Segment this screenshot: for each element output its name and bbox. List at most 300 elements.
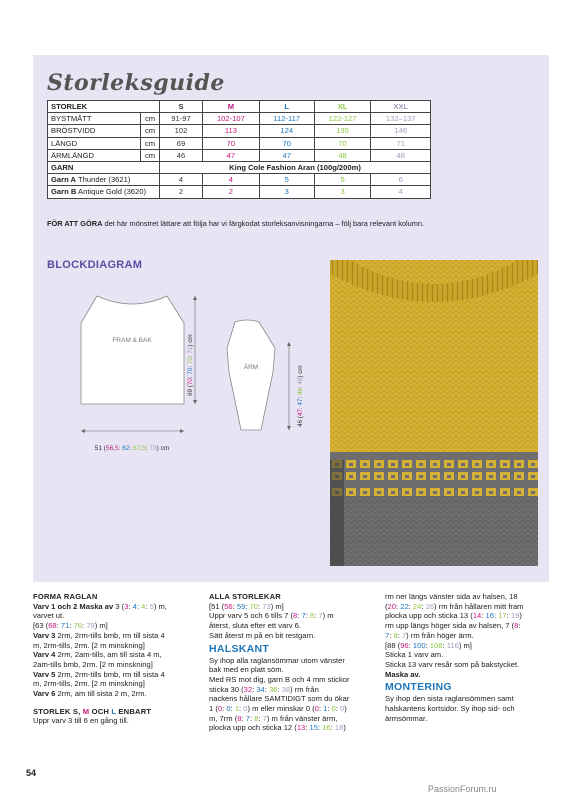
- dim-sep: :: [187, 364, 194, 368]
- text-line: [209, 656, 381, 666]
- size-value-m: 14: [472, 611, 482, 621]
- size-value-xxl: 73: [262, 601, 271, 611]
- dim-xxl: 73: [149, 445, 157, 452]
- text-segment: [51 (: [209, 601, 225, 611]
- text-segment: :: [249, 713, 255, 723]
- dim-sep: :: [187, 374, 194, 379]
- dim-sep: :: [297, 395, 304, 399]
- text-segment: plocka upp och sticka 12 (: [209, 723, 297, 733]
- watermark: PassionForum.ru: [428, 784, 497, 794]
- size-table: [47, 100, 431, 199]
- size-header-row: [48, 101, 431, 113]
- text-segment: 2rm, 2am-tills, am till sista 4 m,: [55, 650, 162, 660]
- text-line: [33, 716, 203, 726]
- text-segment: Uppr varv 3 till 6 en gång till.: [33, 716, 129, 726]
- arrow-left-icon: [81, 429, 85, 433]
- size-value-l: 7: [245, 713, 250, 723]
- note-bold: FÖR ATT GÖRA: [47, 219, 103, 228]
- text-segment: :: [145, 601, 150, 611]
- text-segment: :: [252, 684, 257, 694]
- text-line: [33, 631, 203, 641]
- dim-m: 56,5: [105, 445, 119, 452]
- cell-m: 47: [203, 149, 260, 161]
- size-value-xxl: 79: [86, 621, 95, 631]
- size-value-xl: 108: [429, 640, 443, 650]
- cell-xxl: 6: [371, 174, 431, 186]
- text-segment: :: [506, 611, 511, 621]
- cell-xl: 70: [314, 137, 371, 149]
- cell-m: 102-107: [203, 113, 260, 125]
- text-line: [385, 694, 553, 704]
- size-xxl: XXL: [371, 101, 431, 113]
- size-xl: XL: [314, 101, 371, 113]
- text-segment: ) m]: [270, 601, 284, 611]
- dim-xl: 48: [297, 388, 304, 396]
- text-line: [385, 714, 553, 724]
- size-value-l: 1: [323, 704, 328, 714]
- text-segment: :: [330, 723, 335, 733]
- text-segment: Sy ihop alla raglansömmar utom vänster: [209, 655, 345, 665]
- size-value-xxl: 7: [401, 630, 407, 640]
- text-segment: :: [425, 640, 430, 650]
- body-width-label: [95, 445, 170, 452]
- size-value-xxl: 5: [149, 601, 154, 611]
- page-title: Storleksguide: [47, 70, 225, 96]
- text-segment: :: [305, 723, 310, 733]
- section-heading-halskant: HALSKANT: [209, 642, 270, 655]
- text-segment: ) rm från höger ärm.: [406, 630, 474, 640]
- table-row: [48, 149, 431, 161]
- yarn-header-row: [48, 161, 431, 173]
- text-line: [33, 602, 203, 612]
- text-segment: ) m]: [94, 621, 108, 631]
- text-segment: Varv 3: [33, 630, 56, 640]
- text-line: [385, 641, 553, 651]
- dim-sep: :: [297, 405, 304, 410]
- sweater-body-grey: [330, 496, 538, 566]
- cell-xl: 122-127: [314, 113, 371, 125]
- text-segment: :: [481, 611, 486, 621]
- yarn-header-text: King Cole Fashion Aran (100g/200m): [160, 161, 431, 173]
- table-row: [48, 125, 431, 137]
- text-segment: ärmsömmar.: [385, 713, 428, 723]
- text-segment: plocka upp och sticka 13 (: [385, 611, 473, 621]
- table-row: [48, 174, 431, 186]
- dim-part: ) cm: [156, 445, 170, 452]
- size-value-l: 16: [485, 611, 494, 621]
- text-segment: varvet ut.: [33, 611, 65, 621]
- heading-part: OCH: [89, 706, 112, 716]
- text-segment: :: [264, 684, 269, 694]
- row-label: BRÖSTVIDD: [48, 125, 141, 137]
- text-segment: Med RS mot dig, garn B och 4 mm stickor: [209, 674, 350, 684]
- yarn-header-label: GARN: [48, 161, 160, 173]
- size-value-m: 0: [314, 704, 319, 714]
- body-label: FRAM & BAK: [112, 337, 152, 344]
- text-segment: ): [344, 704, 347, 714]
- size-value-xl: 24: [412, 601, 422, 611]
- size-value-l: 100: [412, 640, 426, 650]
- yoke-pattern-band: [330, 456, 538, 496]
- text-segment: :: [128, 601, 133, 611]
- size-l: L: [259, 101, 314, 113]
- heading-l: L: [111, 706, 117, 716]
- dim-xxl: 48: [297, 377, 304, 385]
- size-value-xl: 70: [249, 601, 259, 611]
- col2-lines: [209, 602, 381, 641]
- text-line: [33, 650, 203, 660]
- text-segment: :: [56, 621, 61, 631]
- col2-lines2: [209, 656, 381, 734]
- text-segment: ) rm från hållaren mitt fram: [434, 601, 524, 611]
- text-segment: rm ner längs vänster sida av halsen, 18: [385, 592, 518, 601]
- size-value-l: 34: [256, 684, 265, 694]
- text-segment: :: [318, 704, 324, 714]
- text-line: [33, 621, 203, 631]
- size-value-l: 0: [226, 704, 231, 714]
- text-line: [385, 670, 553, 680]
- cell-s: 46: [160, 149, 203, 161]
- arrow-up-icon: [287, 342, 291, 346]
- row-unit: cm: [141, 125, 160, 137]
- size-value-m: 13: [296, 723, 306, 733]
- size-value-m: 8: [514, 621, 519, 631]
- text-line: [385, 650, 553, 660]
- size-value-xl: 8: [309, 611, 315, 621]
- col1-lines2: [33, 716, 203, 726]
- text-line: [209, 723, 381, 733]
- size-value-xl: 0: [331, 704, 336, 714]
- text-segment: :: [222, 704, 227, 714]
- text-segment: :: [258, 601, 263, 611]
- size-value-xxl: 18: [334, 723, 344, 733]
- text-segment: :: [421, 601, 426, 611]
- text-segment: 1 (: [209, 704, 218, 714]
- size-value-m: 32: [243, 684, 253, 694]
- dim-sep: :: [187, 353, 194, 358]
- sleeve-label: ÄRM: [243, 364, 259, 371]
- col3-lines: [385, 592, 553, 679]
- text-line: [33, 641, 203, 651]
- size-value-l: 22: [400, 601, 409, 611]
- cell-l: 5: [259, 174, 314, 186]
- col1-lines: [33, 602, 203, 699]
- text-segment: Sätt återst m på en bit restgarn.: [209, 630, 316, 640]
- text-segment: ): [343, 723, 346, 733]
- dim-part: 46 (: [297, 416, 304, 427]
- text-segment: :: [397, 630, 402, 640]
- text-line: [385, 592, 553, 602]
- size-value-xxl: 38: [281, 684, 291, 694]
- size-value-xl: 76: [73, 621, 83, 631]
- cell-m: 70: [203, 137, 260, 149]
- size-value-m: 0: [217, 704, 223, 714]
- yoke-stripe-top: [330, 452, 538, 457]
- table-row: [48, 137, 431, 149]
- text-column-3: [385, 592, 553, 723]
- size-value-l: 15: [309, 723, 318, 733]
- text-segment: ) m: [322, 611, 334, 621]
- schematic-diagram: [47, 280, 317, 460]
- text-segment: :: [245, 601, 250, 611]
- text-segment: Sy ihop den sista raglansömmen samt: [385, 694, 514, 704]
- size-value-l: 7: [301, 611, 306, 621]
- dim-xxl: 71: [187, 346, 194, 354]
- arrow-right-icon: [180, 429, 184, 433]
- text-line: [209, 675, 381, 685]
- text-line: [209, 621, 381, 631]
- size-value-m: 20: [387, 601, 396, 611]
- size-value-xl: 36: [268, 684, 278, 694]
- row-unit: cm: [141, 113, 160, 125]
- dim-xl: 67,5: [133, 445, 146, 452]
- size-s: S: [160, 101, 203, 113]
- dim-l: 47: [297, 398, 304, 406]
- dim-sep: :: [145, 445, 150, 452]
- dim-l: 62: [122, 445, 130, 452]
- size-value-xxl: 0: [340, 704, 345, 714]
- cell-xl: 3: [314, 186, 371, 198]
- yarn-name: Garn B: [51, 187, 77, 197]
- text-segment: halskantens kortsidor. Sy ihop sid- och: [385, 704, 515, 714]
- yarn-name: Garn A: [51, 175, 77, 185]
- text-segment: 2rm, 2rm-tills bmb, rm till sista 4: [55, 669, 165, 679]
- size-value-xxl: 116: [446, 640, 459, 650]
- text-segment: 3 (: [113, 601, 125, 611]
- note-text: det här mönstret lättare att följa har vi färgkodat storleksanvisningarna – följ bara relevant kolumn.: [102, 219, 425, 228]
- text-line: [385, 660, 553, 670]
- sweater-photo: [330, 260, 538, 566]
- text-segment: :: [277, 684, 282, 694]
- text-segment: m, 2rm-tills, 2rm. [2 m minskning]: [33, 640, 145, 650]
- size-value-xl: 16: [322, 723, 331, 733]
- body-length-label: [187, 334, 194, 396]
- size-value-m: 3: [124, 601, 129, 611]
- text-line: [33, 660, 203, 670]
- dim-m: 47: [297, 409, 304, 417]
- size-value-xl: 1: [234, 704, 240, 714]
- text-segment: 2rm, 2rm-tills bmb, rm till sista 4: [55, 630, 165, 640]
- text-line: [209, 704, 381, 714]
- text-line: [209, 602, 381, 612]
- dim-sep: :: [118, 445, 123, 452]
- size-value-l: 4: [132, 601, 137, 611]
- text-segment: :: [136, 601, 142, 611]
- cell-xl: 5: [314, 174, 371, 186]
- text-segment: :: [82, 621, 87, 631]
- size-value-l: 71: [60, 621, 70, 631]
- size-value-l: 7: [385, 630, 390, 640]
- text-segment: ) m]: [458, 640, 472, 650]
- text-segment: :: [241, 713, 246, 723]
- text-segment: :: [518, 621, 521, 631]
- text-segment: (: [385, 601, 388, 611]
- size-m: M: [203, 101, 260, 113]
- cell-xxl: 132–137: [371, 113, 431, 125]
- text-segment: ) m eller minskar 0 (: [247, 704, 315, 714]
- cell-s: 2: [160, 186, 203, 198]
- text-line: [33, 679, 203, 689]
- dim-sep: :: [297, 384, 304, 389]
- cell-xl: 48: [314, 149, 371, 161]
- row-label: ÄRMLÄNGD: [48, 149, 141, 161]
- instruction-note: [47, 219, 427, 229]
- size-value-m: 56: [224, 601, 233, 611]
- text-segment: Varv 6: [33, 689, 56, 699]
- size-value-xxl: 7: [318, 611, 323, 621]
- size-value-xl: 8: [393, 630, 398, 640]
- text-segment: [63 (: [33, 621, 49, 631]
- text-segment: återst, sluta efter ett varv 6.: [209, 621, 302, 631]
- text-line: [209, 611, 381, 621]
- text-segment: sticka 30 (: [209, 684, 244, 694]
- arrow-up-icon: [193, 296, 197, 300]
- size-value-l: 59: [236, 601, 246, 611]
- cell-l: 47: [259, 149, 314, 161]
- text-segment: :: [239, 704, 244, 714]
- text-segment: 2rm, am till sista 2 m, 2rm.: [55, 689, 147, 699]
- text-line: [209, 694, 381, 704]
- text-segment: :: [317, 723, 323, 733]
- text-segment: :: [314, 611, 319, 621]
- table-row: [48, 113, 431, 125]
- row-label: LÄNGD: [48, 137, 141, 149]
- text-column-1: [33, 592, 203, 726]
- size-value-xxl: 0: [243, 704, 248, 714]
- text-segment: :: [395, 601, 401, 611]
- size-value-m: 96: [400, 640, 409, 650]
- dim-part: 69 (: [187, 385, 194, 396]
- text-segment: ) rm från: [290, 684, 319, 694]
- heading-part: ENBART: [116, 706, 152, 716]
- size-value-xl: 8: [254, 713, 259, 723]
- text-line: [385, 631, 553, 641]
- text-segment: ): [519, 611, 522, 621]
- cell-xxl: 48: [371, 149, 431, 161]
- text-segment: ) m,: [153, 601, 167, 611]
- cell-xl: 135: [314, 125, 371, 137]
- arrow-down-icon: [193, 400, 197, 404]
- row-label: BYSTMÅTT: [48, 113, 141, 125]
- cell-xxl: 71: [371, 137, 431, 149]
- cell-l: 70: [259, 137, 314, 149]
- text-segment: Varv 4: [33, 650, 56, 660]
- cell-l: 112-117: [259, 113, 314, 125]
- body-piece: [81, 296, 184, 404]
- table-row: [48, 186, 431, 198]
- cell-s: 91-97: [160, 113, 203, 125]
- text-segment: rm upp längs höger sida av halsen, 7 (: [385, 621, 515, 631]
- text-line: [209, 685, 381, 695]
- yarn-label: [48, 174, 160, 186]
- dim-part: ) cm: [187, 334, 194, 347]
- text-segment: :: [442, 640, 447, 650]
- text-segment: 2am-tills bmb, 2rm. [2 m minskning]: [33, 659, 153, 669]
- size-value-xxl: 26: [425, 601, 435, 611]
- section-heading-sizes: [33, 707, 203, 717]
- size-value-m: 68: [48, 621, 57, 631]
- size-value-m: 8: [292, 611, 298, 621]
- size-header-label: STORLEK: [48, 101, 160, 113]
- text-segment: :: [305, 611, 310, 621]
- text-segment: :: [230, 704, 235, 714]
- row-unit: cm: [141, 137, 160, 149]
- text-line: [33, 611, 203, 621]
- text-segment: bak med en platt söm.: [209, 665, 284, 675]
- text-segment: :: [258, 713, 263, 723]
- text-segment: Uppr varv 5 och 6 tills 7 (: [209, 611, 293, 621]
- dim-part: 51 (: [94, 445, 106, 452]
- size-value-xl: 17: [498, 611, 507, 621]
- heading-part: STORLEK S,: [33, 706, 83, 716]
- text-segment: :: [408, 601, 413, 611]
- section-heading: ALLA STORLEKAR: [209, 592, 281, 601]
- sleeve-length-label: [297, 365, 304, 427]
- dim-m: 70: [187, 378, 194, 386]
- text-column-2: [209, 592, 381, 733]
- cell-m: 2: [203, 186, 260, 198]
- cell-s: 69: [160, 137, 203, 149]
- text-line: [209, 665, 381, 675]
- text-line: [385, 621, 553, 631]
- heading-m: M: [82, 706, 90, 716]
- text-segment: Sticka 13 varv resår som på bakstycket.: [385, 659, 520, 669]
- text-segment: :: [335, 704, 341, 714]
- col3-lines2: [385, 694, 553, 723]
- text-segment: m, 7rm (: [209, 713, 238, 723]
- text-segment: :: [389, 630, 394, 640]
- text-line: [33, 670, 203, 680]
- arrow-down-icon: [287, 426, 291, 430]
- text-segment: :: [327, 704, 332, 714]
- text-line: [33, 689, 203, 699]
- cell-l: 124: [259, 125, 314, 137]
- text-segment: :: [232, 601, 237, 611]
- yarn-label: [48, 186, 160, 198]
- text-segment: :: [297, 611, 302, 621]
- page-number: 54: [26, 768, 37, 778]
- text-line: [385, 611, 553, 621]
- text-line: [209, 631, 381, 641]
- cell-xxl: 4: [371, 186, 431, 198]
- yarn-desc: Thunder (3621): [78, 175, 131, 185]
- text-line: [385, 704, 553, 714]
- cell-m: 4: [203, 174, 260, 186]
- photo-shadow-left: [330, 460, 344, 566]
- text-segment: :: [493, 611, 499, 621]
- dim-xl: 70: [187, 357, 194, 365]
- size-value-xl: 4: [141, 601, 146, 611]
- text-line: [385, 602, 553, 612]
- text-segment: ) m från vänster ärm,: [266, 713, 338, 723]
- block-diagram-heading: BLOCKDIAGRAM: [47, 259, 143, 271]
- sleeve-piece: [227, 320, 275, 430]
- text-segment: Maska av.: [385, 669, 421, 679]
- text-segment: :: [408, 640, 413, 650]
- dim-sep: :: [129, 445, 134, 452]
- text-segment: Sticka 1 varv am.: [385, 650, 444, 660]
- cell-s: 4: [160, 174, 203, 186]
- cell-m: 113: [203, 125, 260, 137]
- size-value-m: 8: [237, 713, 242, 723]
- section-heading-montering: MONTERING: [385, 681, 452, 694]
- text-segment: nackens hållare SAMTIDIGT som du ökar: [209, 694, 350, 704]
- text-segment: [88 (: [385, 640, 401, 650]
- cell-xxl: 146: [371, 125, 431, 137]
- text-segment: Varv 1 och 2 Maska av: [33, 601, 114, 611]
- section-heading: FORMA RAGLAN: [33, 592, 98, 601]
- dim-part: ) cm: [297, 365, 304, 378]
